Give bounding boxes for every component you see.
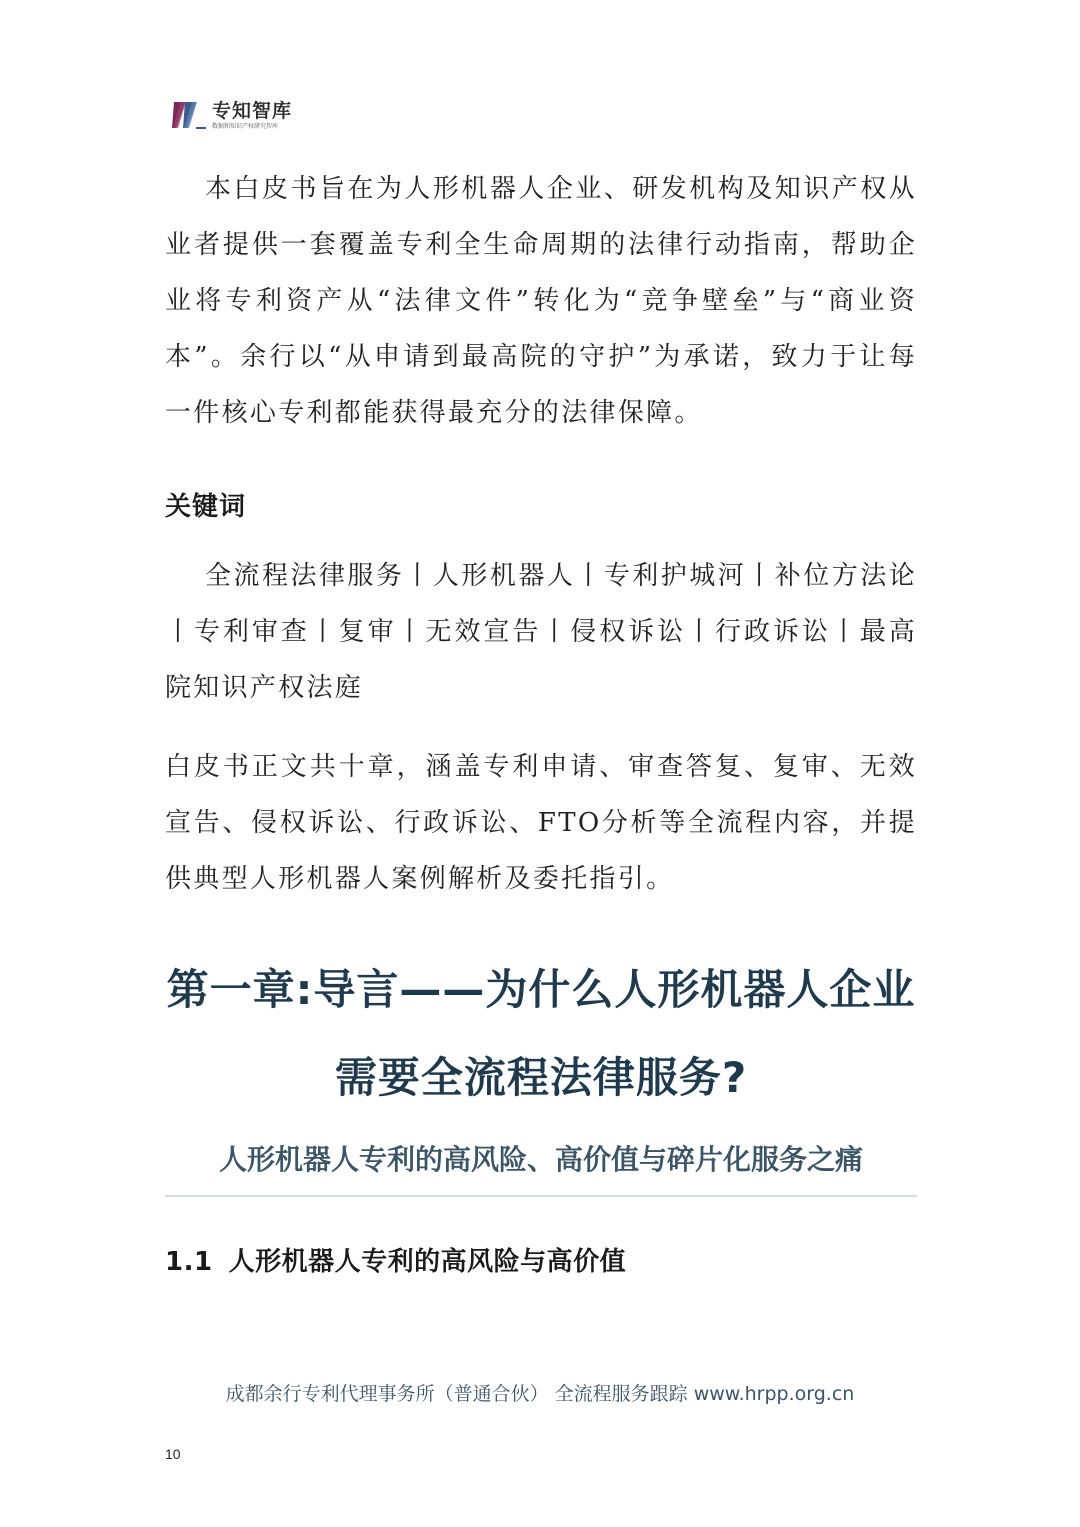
logo-tagline: 数据和知识产权研究智库 bbox=[212, 123, 279, 130]
chapter-subtitle: 人形机器人专利的高风险、高价值与碎片化服务之痛 bbox=[218, 1143, 863, 1176]
chapter-title-line1: 第一章:导言——为什么人形机器人企业 bbox=[166, 965, 916, 1014]
zz-logo-icon bbox=[172, 100, 206, 130]
section-title: 人形机器人专利的高风险与高价值 bbox=[228, 1247, 627, 1277]
page-number: 10 bbox=[165, 1446, 181, 1462]
section-heading bbox=[165, 1242, 626, 1282]
logo-name: 专知智库 bbox=[212, 100, 293, 122]
keywords-heading: 关键词 bbox=[165, 492, 247, 522]
footer-text: 成都余行专利代理事务所（普通合伙） 全流程服务跟踪 www.hrpp.org.cn bbox=[225, 1383, 855, 1405]
divider bbox=[165, 1195, 917, 1197]
intro-paragraph: 本白皮书旨在为人形机器人企业、研发机构及知识产权从业者提供一套覆盖专利全生命周期的法律行动指南，帮助企业将专利资产从“法律文件”转化为“竞争壁垒”与“商业资本”。余行以“从申请到最高院的守护”为承诺，致力于让每一件核心专利都能获得最充分的法律保障。 bbox=[165, 174, 917, 428]
chapter-title bbox=[165, 946, 917, 1122]
chapter-title-line2: 需要全流程法律服务? bbox=[334, 1053, 748, 1102]
summary-paragraph: 白皮书正文共十章，涵盖专利申请、审查答复、复审、无效宣告、侵权诉讼、行政诉讼、FTO分析等全流程内容，并提供典型人形机器人案例解析及委托指引。 bbox=[165, 752, 917, 894]
section-number: 1.1 bbox=[165, 1247, 213, 1277]
keywords-list: 全流程法律服务丨人形机器人丨专利护城河丨补位方法论丨专利审查丨复审丨无效宣告丨侵权诉讼丨行政诉讼丨最高院知识产权法庭 bbox=[165, 561, 917, 703]
header-logo bbox=[172, 100, 292, 134]
